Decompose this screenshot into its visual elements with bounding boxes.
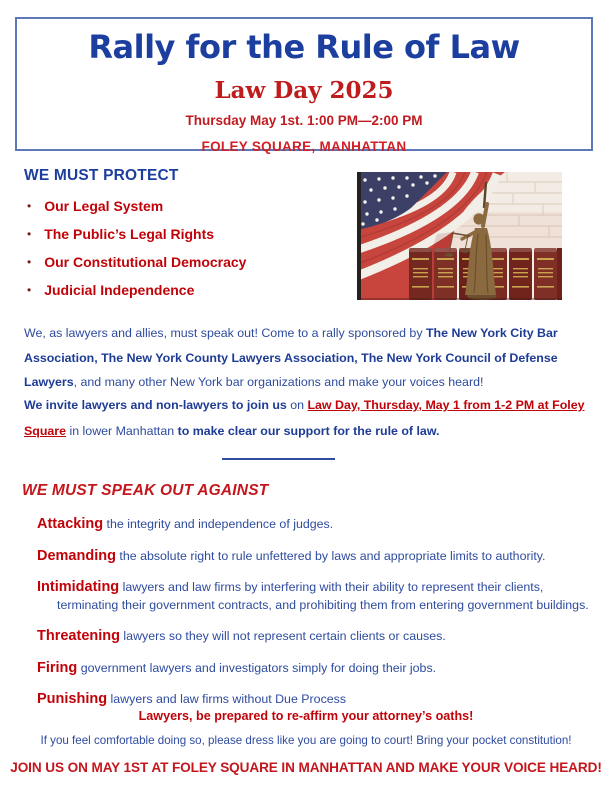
against-item-text: lawyers and law firms without Due Process: [107, 692, 347, 706]
against-lead-word: Attacking: [37, 516, 104, 532]
against-heading: WE MUST SPEAK OUT AGAINST: [22, 482, 269, 499]
against-item: [37, 548, 590, 566]
against-lead-word: Punishing: [37, 691, 108, 707]
flag-lady-justice-illustration: [357, 172, 562, 300]
protect-item-label: Judicial Independence: [44, 281, 195, 298]
dress-note: If you feel comfortable doing so, please dress like you are going to court! Bring your pocket constitution!: [40, 734, 572, 747]
against-lead-word: Demanding: [37, 547, 116, 564]
list-item: [27, 197, 347, 214]
event-subtitle: Law Day 2025: [214, 77, 394, 104]
bullet-icon: •: [27, 198, 32, 213]
paragraph-text: on: [286, 398, 308, 412]
invite-bold: We invite lawyers and non-lawyers to join us: [24, 398, 287, 412]
bullet-icon: •: [27, 226, 32, 241]
invite-paragraph: [24, 392, 590, 444]
support-bold: to make clear our support for the rule of law: [177, 424, 437, 438]
protect-item-label: The Public’s Legal Rights: [44, 225, 215, 242]
bullet-icon: •: [27, 254, 32, 269]
against-lead-word: Threatening: [37, 628, 120, 644]
event-datetime: Thursday May 1st. 1:00 PM—2:00 PM: [185, 113, 423, 128]
protect-list: [27, 197, 347, 309]
horizontal-divider: [222, 458, 335, 460]
against-lead-word: Firing: [37, 659, 78, 676]
bar-associations-bold: The New York City Bar Association, The New York County Lawyers Association, The New York Council of Defense Lawyers: [24, 326, 558, 389]
flag-lady-justice-photo: [357, 172, 562, 300]
against-item: [37, 579, 590, 614]
against-item: [37, 628, 590, 646]
page-title: Rally for the Rule of Law: [88, 28, 520, 66]
against-item: [37, 516, 590, 534]
against-list: [37, 516, 590, 723]
protect-heading: WE MUST PROTECT: [24, 167, 179, 184]
paragraph-text: We, as lawyers and allies, must speak out! Come to a rally sponsored by: [24, 326, 426, 340]
against-item-text: the integrity and independence of judges.: [103, 517, 334, 531]
event-details-red-underline: Law Day, Thursday, May 1 from 1-2 PM at Foley Square: [24, 398, 585, 438]
list-item: [27, 253, 347, 270]
oath-callout: Lawyers, be prepared to re-affirm your attorney’s oaths!: [138, 709, 474, 723]
paragraph-text: in lower Manhattan: [66, 424, 178, 438]
protect-item-label: Our Legal System: [44, 197, 164, 214]
intro-paragraph: [24, 321, 590, 395]
paragraph-text: , and many other New York bar organizations and make your voices heard!: [73, 375, 484, 389]
against-item-text: the absolute right to rule unfettered by laws and appropriate limits to authority.: [115, 548, 546, 563]
header-box: [15, 17, 593, 154]
against-item: [37, 660, 590, 678]
bullet-icon: •: [27, 282, 32, 297]
paragraph-text: .: [436, 424, 440, 438]
list-item: [27, 281, 347, 298]
against-item: [37, 691, 590, 709]
against-item-text: government lawyers and investigators simply for doing their jobs.: [77, 660, 437, 675]
protect-item-label: Our Constitutional Democracy: [44, 253, 247, 270]
event-location: FOLEY SQUARE, MANHATTAN: [201, 139, 407, 154]
against-item-text: lawyers so they will not represent certain clients or causes.: [119, 629, 446, 643]
join-us-callout: JOIN US ON MAY 1ST AT FOLEY SQUARE IN MANHATTAN AND MAKE YOUR VOICE HEARD!: [10, 760, 602, 775]
against-lead-word: Intimidating: [37, 579, 120, 595]
against-item-text: lawyers and law firms by interfering with their ability to represent their clients, terminating their government contracts, and prohibiting them from entering government buildings.: [57, 580, 589, 612]
list-item: [27, 225, 347, 242]
